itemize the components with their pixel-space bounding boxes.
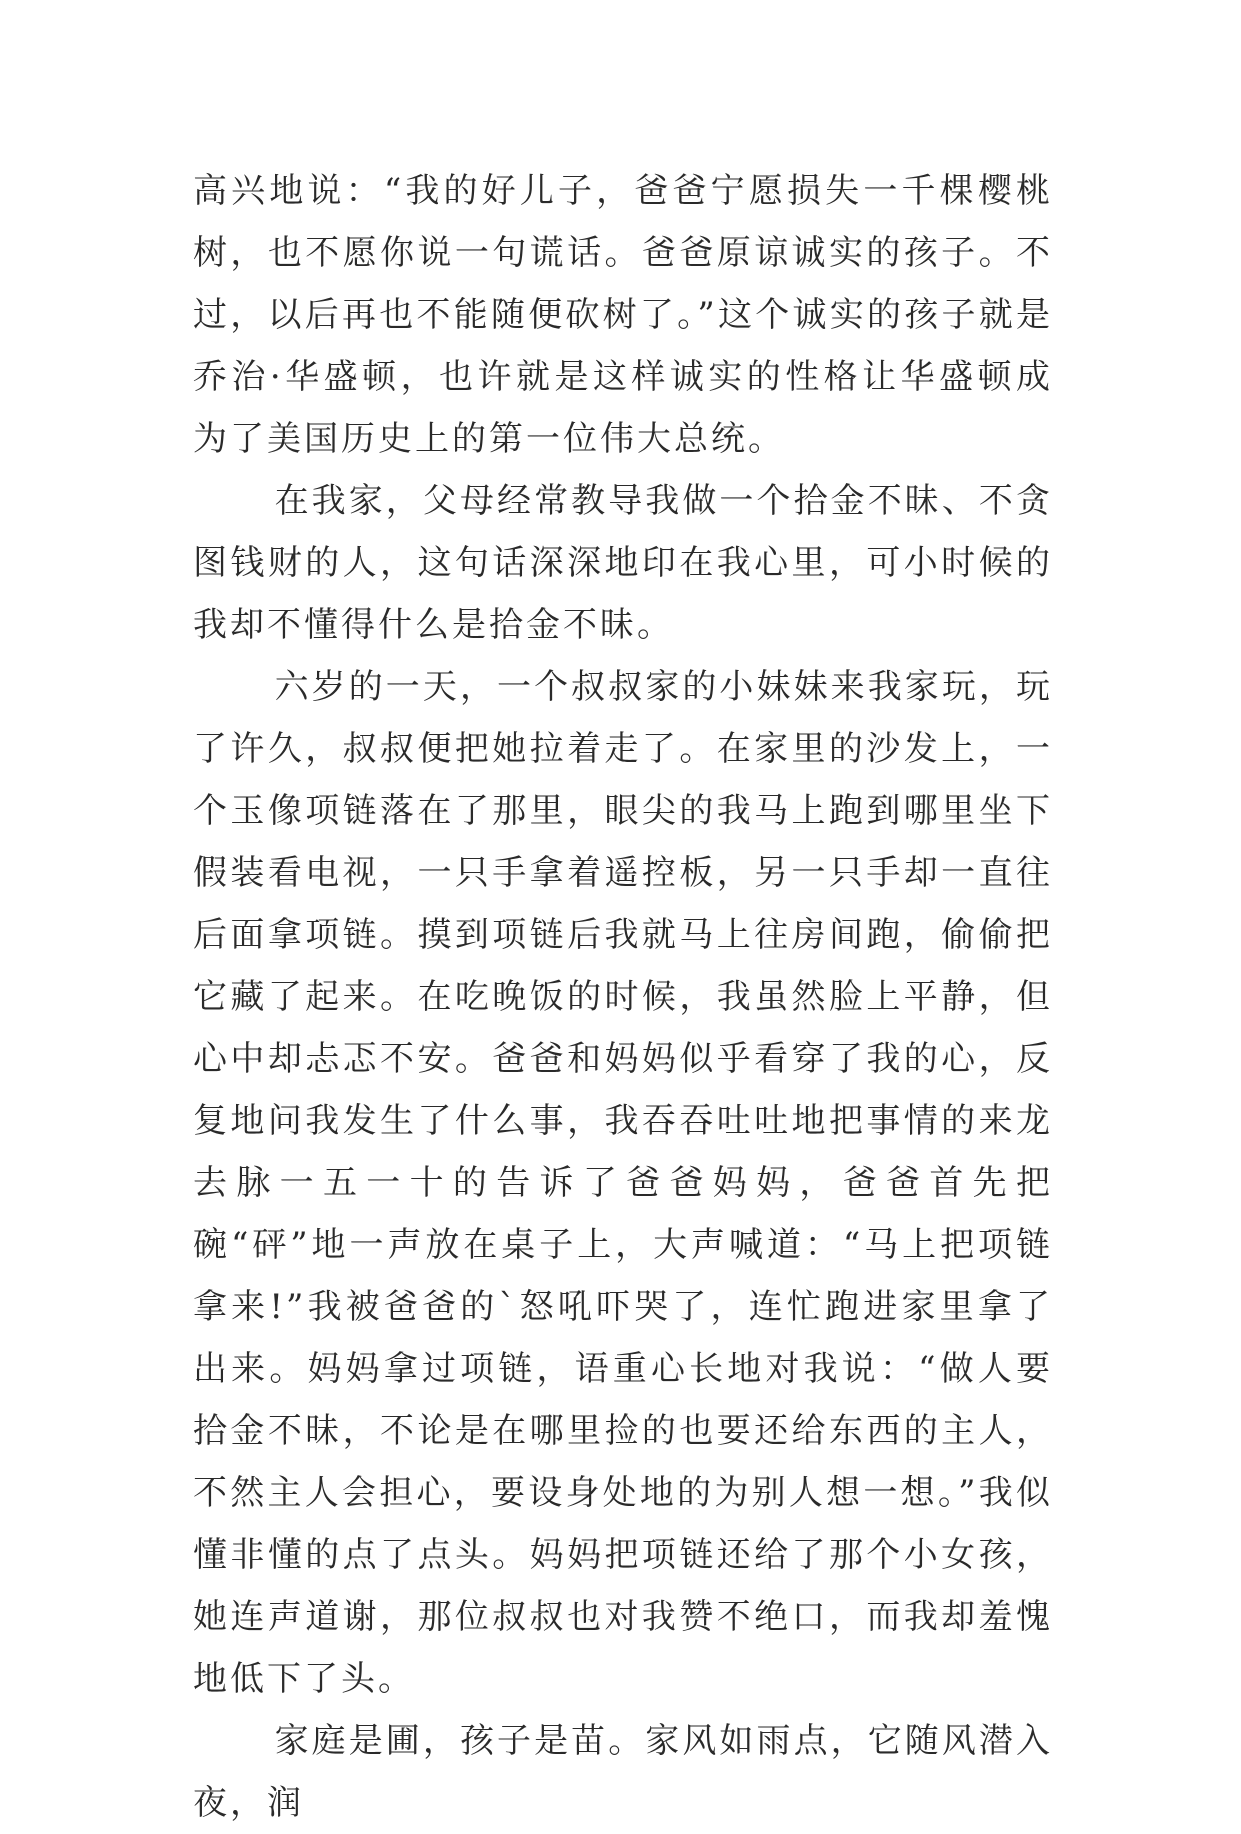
- body-text: [193, 160, 1053, 1834]
- paragraph: 六岁的一天，一个叔叔家的小妹妹来我家玩，玩了许久，叔叔便把她拉着走了。在家里的沙发上，一个玉像项链落在了那里，眼尖的我马上跑到哪里坐下假装看电视，一只手拿着遥控板，另一只手却一直往后面拿项链。摸到项链后我就马上往房间跑，偷偷把它藏了起来。在吃晚饭的时候，我虽然脸上平静，但心中却忐忑不安。爸爸和妈妈似乎看穿了我的心，反复地问我发生了什么事，我吞吞吐吐地把事情的来龙去脉一五一十的告诉了爸爸妈妈，爸爸首先把碗“砰”地一声放在桌子上，大声喊道：“马上把项链拿来!”我被爸爸的`怒吼吓哭了，连忙跑进家里拿了出来。妈妈拿过项链，语重心长地对我说：“做人要拾金不昧，不论是在哪里捡的也要还给东西的主人，不然主人会担心，要设身处地的为别人想一想。”我似懂非懂的点了点头。妈妈把项链还给了那个小女孩，她连声道谢，那位叔叔也对我赞不绝口，而我却羞愧地低下了头。: [193, 667, 1053, 1699]
- paragraph: 高兴地说：“我的好儿子，爸爸宁愿损失一千棵樱桃树，也不愿你说一句谎话。爸爸原谅诚实的孩子。不过，以后再也不能随便砍树了。”这个诚实的孩子就是乔治·华盛顿，也许就是这样诚实的性格让华盛顿成为了美国历史上的第一位伟大总统。: [193, 171, 1053, 459]
- paragraph: 在我家，父母经常教导我做一个拾金不昧、不贪图钱财的人，这句话深深地印在我心里，可小时候的我却不懂得什么是拾金不昧。: [193, 481, 1053, 645]
- paragraph: 家庭是圃，孩子是苗。家风如雨点，它随风潜入夜，润: [193, 1721, 1053, 1823]
